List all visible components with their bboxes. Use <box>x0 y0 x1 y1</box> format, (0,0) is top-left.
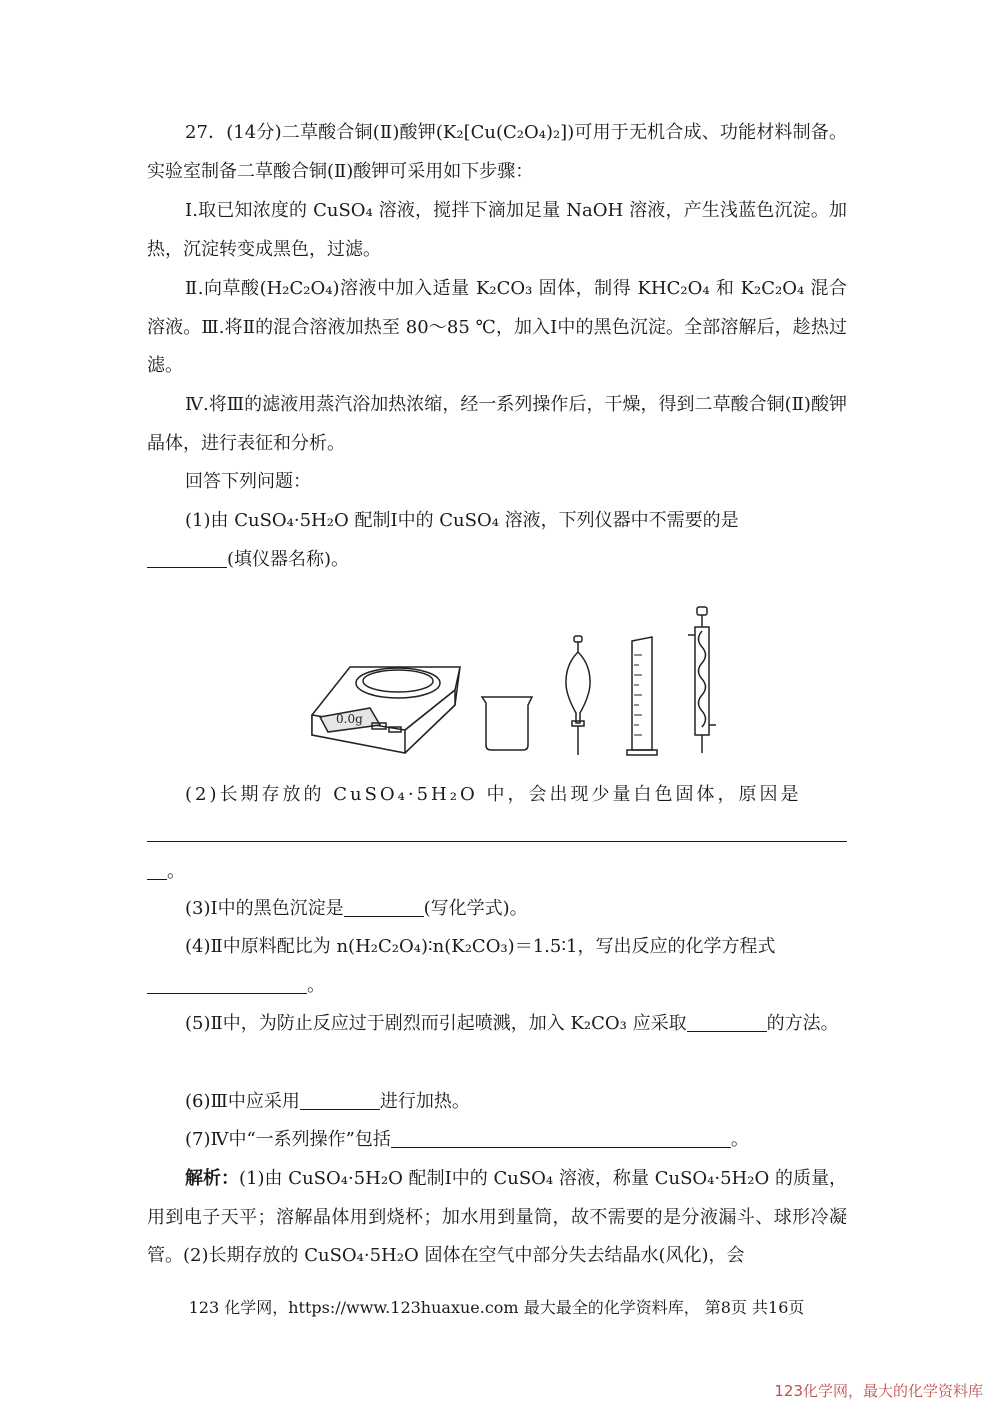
question-7 <box>147 1121 847 1160</box>
answer-line-2[interactable] <box>147 841 847 842</box>
question-6-suffix: 进行加热。 <box>379 1091 470 1112</box>
question-3 <box>147 890 847 929</box>
question-7-suffix: 。 <box>730 1129 749 1150</box>
question-2-end <box>147 853 847 892</box>
question-6-text: (6)Ⅲ中应采用 <box>185 1091 300 1112</box>
instruments-figure <box>310 605 730 765</box>
question-2-period: 。 <box>167 861 185 882</box>
question-4-period: 。 <box>307 974 325 996</box>
question-1-text: (1)由 CuSO₄·5H₂O 配制Ⅰ中的 CuSO₄ 溶液，下列仪器中不需要的是 <box>185 510 739 531</box>
step-2-3: Ⅱ.向草酸(H₂C₂O₄)溶液中加入适量 K₂CO₃ 固体，制得 KHC₂O₄ 和 K₂C₂O₄ 混合溶液。Ⅲ.将Ⅱ的混合溶液加热至 80～85 ℃，加入Ⅰ中的黑色沉淀。全部溶解后，趁热过滤。 <box>147 278 847 377</box>
step-1: Ⅰ.取已知浓度的 CuSO₄ 溶液，搅拌下滴加足量 NaOH 溶液，产生浅蓝色沉淀。加热，沉淀转变成黑色，过滤。 <box>147 200 847 260</box>
question-3-suffix: (写化学式)。 <box>423 898 528 919</box>
watermark: 123化学网，最大的化学资料库 <box>774 1382 983 1400</box>
question-intro: 27．(14分)二草酸合铜(Ⅱ)酸钾(K₂[Cu(C₂O₄)₂])可用于无机合成、功能材料制备。实验室制备二草酸合铜(Ⅱ)酸钾可采用如下步骤： <box>147 122 847 182</box>
balance-display-readout: 0.0g <box>336 712 363 726</box>
question-1 <box>147 502 847 579</box>
question-6 <box>147 1083 847 1122</box>
question-7-text: (7)Ⅳ中“一系列操作”包括 <box>185 1129 391 1150</box>
question-4 <box>147 928 847 1005</box>
answer-prompt: 回答下列问题： <box>185 471 311 492</box>
answer-blank-4[interactable] <box>147 992 307 994</box>
page-footer: 123 化学网，https://www.123huaxue.com 最大最全的化学资料库， 第8页 共16页 <box>188 1298 805 1317</box>
answer-blank-7[interactable] <box>391 1146 731 1148</box>
analysis-label: 解析： <box>185 1168 240 1189</box>
answer-blank-2-tail[interactable] <box>147 878 167 880</box>
analysis <box>147 1160 847 1276</box>
bulb-condenser-icon <box>688 607 716 753</box>
graduated-cylinder-icon <box>627 637 657 755</box>
question-5-text: (5)Ⅱ中，为防止反应过于剧烈而引起喷溅，加入 K₂CO₃ 应采取 <box>185 1013 687 1034</box>
question-3-text: (3)Ⅰ中的黑色沉淀是 <box>185 898 344 919</box>
electronic-balance-icon <box>312 667 460 753</box>
separatory-funnel-icon <box>566 636 590 755</box>
answer-blank-5[interactable] <box>687 1030 767 1032</box>
question-4-text: (4)Ⅱ中原料配比为 n(H₂C₂O₄)∶n(K₂CO₃)＝1.5∶1，写出反应的化学方程式 <box>185 936 776 957</box>
question-1-suffix: (填仪器名称)。 <box>227 548 350 570</box>
answer-blank-1[interactable] <box>147 566 227 568</box>
question-2: (2)长期存放的 CuSO₄·5H₂O 中，会出现少量白色固体，原因是 <box>185 784 802 805</box>
question-5 <box>147 1005 847 1044</box>
beaker-icon <box>482 697 532 750</box>
question-5-suffix: 的方法。 <box>766 1013 839 1034</box>
step-4: Ⅳ.将Ⅲ的滤液用蒸汽浴加热浓缩，经一系列操作后，干燥，得到二草酸合铜(Ⅱ)酸钾晶体，进行表征和分析。 <box>147 394 847 454</box>
answer-blank-6[interactable] <box>300 1108 380 1110</box>
answer-blank-3[interactable] <box>344 915 424 917</box>
analysis-text: (1)由 CuSO₄·5H₂O 配制Ⅰ中的 CuSO₄ 溶液，称量 CuSO₄·5H₂O 的质量，用到电子天平；溶解晶体用到烧杯；加水用到量筒，故不需要的是分液漏斗、球形冷凝管。(2)长期存放的 CuSO₄·5H₂O 固体在空气中部分失去结晶水(风化)，会 <box>147 1168 847 1267</box>
